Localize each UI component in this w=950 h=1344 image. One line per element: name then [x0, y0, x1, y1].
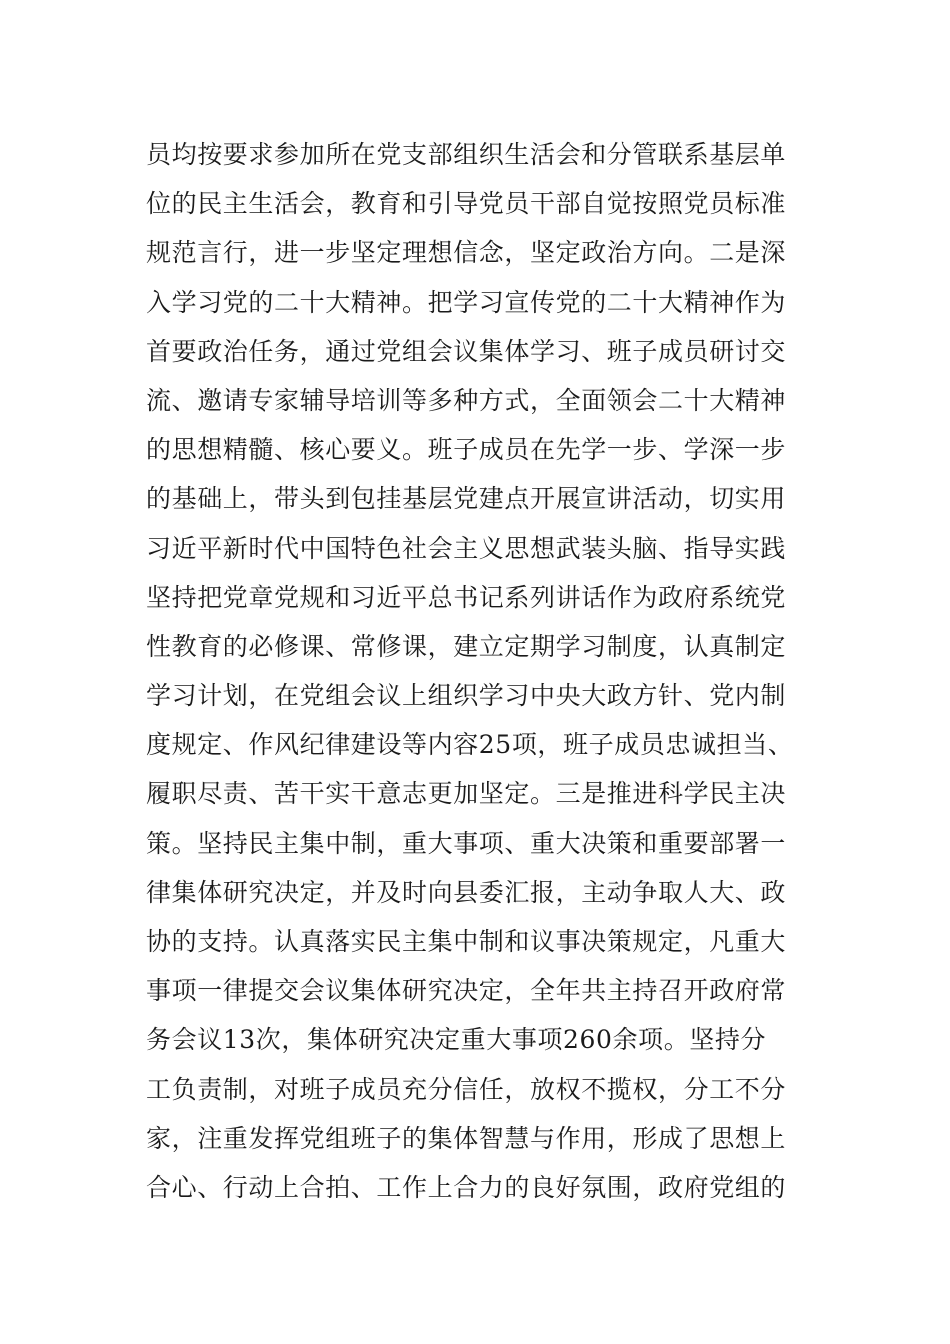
text-line: 的思想精髓、核心要义。班子成员在先学一步、学深一步 [146, 435, 787, 465]
text-line: 务会议13次，集体研究决定重大事项260余项。坚持分 [146, 1025, 767, 1055]
text-line: 协的支持。认真落实民主集中制和议事决策规定，凡重大 [146, 927, 787, 956]
text-line: 合心、行动上合拍、工作上合力的良好氛围，政府党组的 [146, 1172, 787, 1202]
text-line: 的基础上，带头到包挂基层党建点开展宣讲活动，切实用 [146, 484, 787, 514]
text-line: 性教育的必修课、常修课，建立定期学习制度，认真制定 [146, 631, 787, 661]
text-line: 规范言行，进一步坚定理想信念，坚定政治方向。二是深 [146, 238, 787, 268]
text-line: 工负责制，对班子成员充分信任，放权不揽权，分工不分 [146, 1074, 787, 1104]
text-line: 策。坚持民主集中制，重大事项、重大决策和重要部署一 [146, 828, 787, 858]
text-line: 坚持把党章党规和习近平总书记系列讲话作为政府系统党 [146, 582, 787, 612]
text-line: 流、邀请专家辅导培训等多种方式，全面领会二十大精神 [146, 385, 787, 415]
text-line: 学习计划，在党组会议上组织学习中央大政方针、党内制 [146, 681, 787, 711]
text-line: 首要政治任务，通过党组会议集体学习、班子成员研讨交 [146, 336, 787, 366]
text-line: 家，注重发挥党组班子的集体智慧与作用，形成了思想上 [146, 1123, 787, 1153]
text-line: 事项一律提交会议集体研究决定，全年共主持召开政府常 [146, 976, 787, 1006]
text-line: 履职尽责、苦干实干意志更加坚定。三是推进科学民主决 [146, 779, 787, 809]
body-text [146, 130, 826, 1212]
text-line: 员均按要求参加所在党支部组织生活会和分管联系基层单 [146, 140, 787, 169]
text-line: 律集体研究决定，并及时向县委汇报，主动争取人大、政 [146, 877, 787, 907]
text-line: 度规定、作风纪律建设等内容25项，班子成员忠诚担当、 [146, 730, 794, 760]
text-line: 位的民主生活会，教育和引导党员干部自觉按照党员标准 [146, 189, 787, 219]
text-line: 入学习党的二十大精神。把学习宣传党的二十大精神作为 [146, 287, 787, 317]
text-line: 习近平新时代中国特色社会主义思想武装头脑、指导实践 [146, 533, 787, 563]
